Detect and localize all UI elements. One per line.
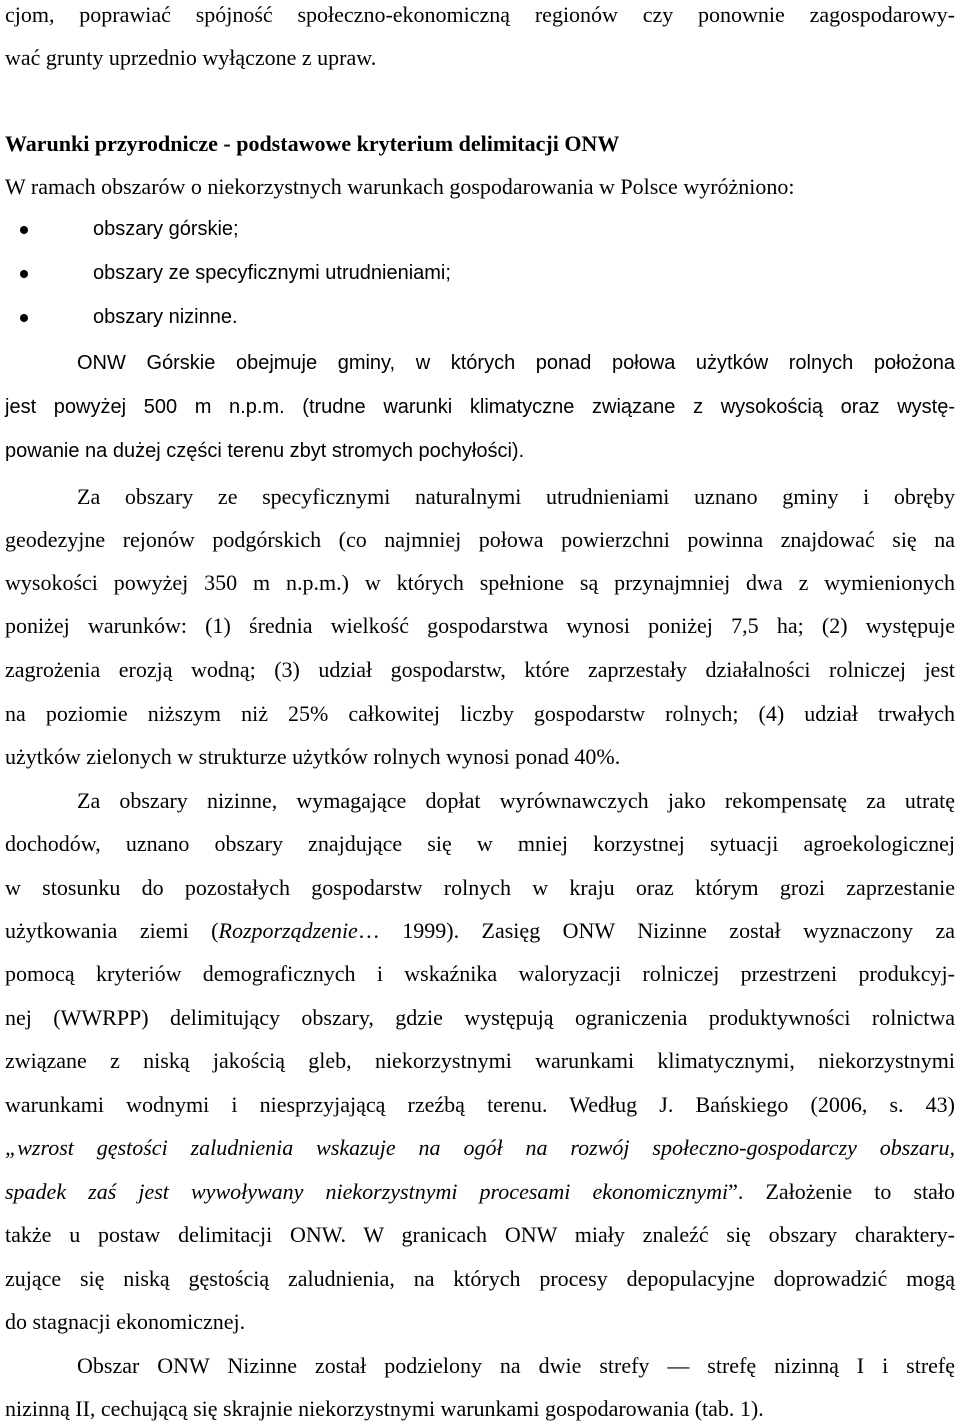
quote-line-2: spadek zaś jest wywoływany niekorzystnymi procesami ekonomicznymi: [5, 1179, 729, 1204]
list-item-text: obszary ze specyficznymi utrudnieniami;: [93, 262, 451, 284]
lowland-line-3: w stosunku do pozostałych gospodarstw rolnych w kraju oraz którym grozi zaprzestanie: [5, 875, 955, 900]
lowland-line-7: związane z niską jakością gleb, niekorzystnymi warunkami klimatycznymi, niekorzystnymi: [5, 1048, 955, 1073]
lowland-line-6: nej (WWRPP) delimitujący obszary, gdzie występują ograniczenia produktywności rolnictwa: [5, 1005, 955, 1030]
specific-line-3: wysokości powyżej 350 m n.p.m.) w których spełnione są przynajmniej dwa z wymienionych: [5, 570, 955, 595]
lowland-line-10: [5, 1181, 955, 1203]
specific-line-5: zagrożenia erozją wodną; (3) udział gospodarstw, które zaprzestały działalności rolniczej jest: [5, 657, 955, 682]
intro-line-2: wać grunty uprzednio wyłączone z upraw.: [5, 45, 377, 70]
lowland-line-2: dochodów, uznano obszary znajdujące się w mniej korzystnej sytuacji agroekologicznej: [5, 831, 955, 856]
lowland-line-12: zujące się niską gęstością zaludnienia, na których procesy depopulacyjne doprowadzić mogą: [5, 1266, 955, 1291]
list-item-text: obszary nizinne.: [93, 306, 238, 328]
bullet-icon: [20, 314, 28, 322]
specific-line-7: użytków zielonych w strukturze użytków rolnych wynosi ponad 40%.: [5, 744, 621, 769]
lowland-line-8: warunkami wodnymi i niesprzyjającą rzeźbą terenu. Według J. Bańskiego (2006, s. 43): [5, 1092, 955, 1117]
mountain-line-2: jest powyżej 500 m n.p.m. (trudne warunki klimatyczne związane z wysokością oraz wystę-: [5, 396, 955, 418]
mountain-line-1: ONW Górskie obejmuje gminy, w których ponad połowa użytków rolnych położona: [77, 352, 955, 374]
lowland-line-4-start: użytkowania ziemi (: [5, 918, 219, 943]
lowland-line-10-end: ”. Założenie to stało: [728, 1179, 955, 1204]
specific-line-2: geodezyjne rejonów podgórskich (co najmniej połowa powierzchni powinna znajdować się na: [5, 527, 955, 552]
bullet-icon: [20, 270, 28, 278]
bullet-icon: [20, 226, 28, 234]
lowland-line-1: Za obszary nizinne, wymagające dopłat wyrównawczych jako rekompensatę za utratę: [77, 788, 955, 813]
lowland-line-4-end: … 1999). Zasięg ONW Nizinne został wyznaczony za: [357, 918, 955, 943]
section-heading: Warunki przyrodnicze - podstawowe kryterium delimitacji ONW: [5, 131, 620, 156]
intro-line-1: cjom, poprawiać spójność społeczno-ekonomiczną regionów czy ponownie zagospodarowy-: [5, 2, 955, 27]
mountain-line-3: powanie na dużej części terenu zbyt stromych pochyłości).: [5, 440, 525, 462]
citation-title: Rozporządzenie: [218, 918, 358, 943]
lowland-line-13: do stagnacji ekonomicznej.: [5, 1309, 246, 1334]
specific-line-6: na poziomie niższym niż 25% całkowitej liczby gospodarstw rolnych; (4) udział trwałych: [5, 701, 955, 726]
lowland-line-11: także u postaw delimitacji ONW. W granicach ONW miały znaleźć się obszary charaktery-: [5, 1222, 955, 1247]
specific-line-1: Za obszary ze specyficznymi naturalnymi utrudnieniami uznano gminy i obręby: [77, 484, 955, 509]
section-lead: W ramach obszarów o niekorzystnych warunkach gospodarowania w Polsce wyróżniono:: [5, 174, 795, 199]
lowland-line-4: [5, 920, 955, 942]
quote-line-1: „wzrost gęstości zaludnienia wskazuje na ogół na rozwój społeczno-gospodarczy obszaru,: [5, 1135, 955, 1160]
division-line-1: Obszar ONW Nizinne został podzielony na dwie strefy — strefę nizinną I i strefę: [77, 1353, 955, 1378]
lowland-line-5: pomocą kryteriów demograficznych i wskaźnika waloryzacji rolniczej przestrzeni produkcyj-: [5, 961, 955, 986]
list-item-text: obszary górskie;: [93, 218, 239, 240]
specific-line-4: poniżej warunków: (1) średnia wielkość gospodarstwa wynosi poniżej 7,5 ha; (2) występuje: [5, 613, 955, 638]
division-line-2: nizinną II, cechującą się skrajnie niekorzystnymi warunkami gospodarowania (tab. 1).: [5, 1396, 764, 1421]
